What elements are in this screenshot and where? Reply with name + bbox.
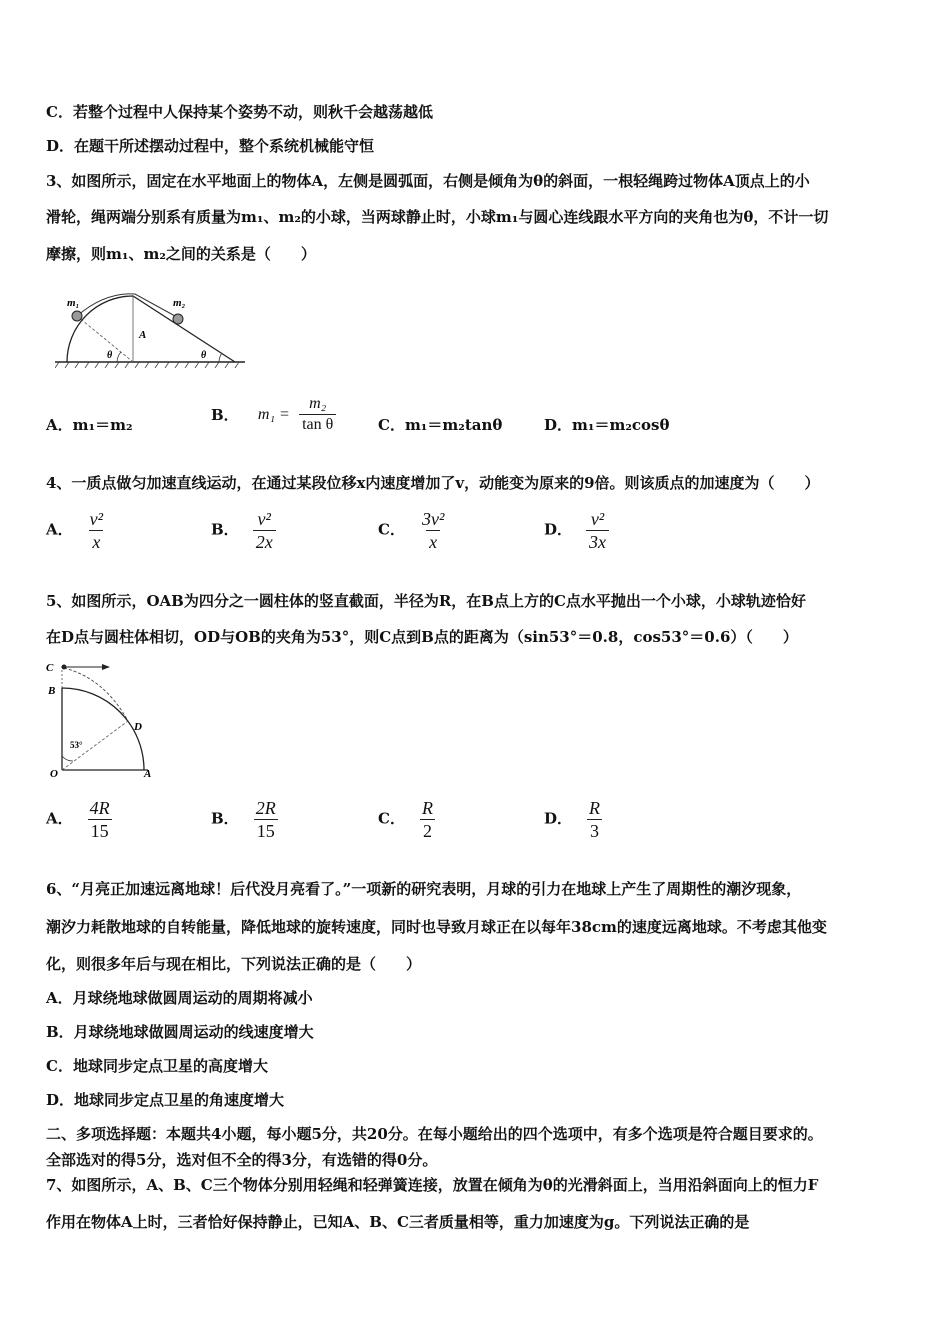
q5-option-c-num: R xyxy=(421,798,433,818)
q3-text-line2: 滑轮，绳两端分别系有质量为m₁、m₂的小球，当两球静止时，小球m₁与圆心连线跟水平方向的夹角也为θ，不计一切 xyxy=(46,208,829,226)
q3-text-line3: 摩擦，则m₁、m₂之间的关系是（ ） xyxy=(46,245,316,263)
q4-option-d-num: v² xyxy=(590,509,605,529)
q6-text-line2: 潮汐力耗散地球的自转能量，降低地球的旋转速度，同时也导致月球正在以每年38cm的速度远离地球。不考虑其他变 xyxy=(46,918,827,936)
fig5-label-b: B xyxy=(48,685,56,697)
fig5-label-d: D xyxy=(134,721,142,733)
q3-figure xyxy=(55,282,250,372)
prev-option-c: C．若整个过程中人保持某个姿势不动，则秋千会越荡越低 xyxy=(46,103,433,121)
q3-option-b-lhs: m₁ = xyxy=(257,405,290,423)
q3-option-b[interactable] xyxy=(211,394,336,435)
q3-option-b-fraction xyxy=(299,394,336,435)
q5-option-b-den: 15 xyxy=(254,819,278,842)
q5-text-line1: 5、如图所示，OAB为四分之一圆柱体的竖直截面，半径为R，在B点上方的C点水平抛出一个小球，小球轨迹恰好 xyxy=(46,592,806,610)
q7-text-line2: 作用在物体A上时，三者恰好保持静止，已知A、B、C三者质量相等，重力加速度为g。下列说法正确的是 xyxy=(46,1213,750,1231)
q4-option-a-den: x xyxy=(92,532,101,552)
q6-option-b[interactable]: B．月球绕地球做圆周运动的线速度增大 xyxy=(46,1023,314,1041)
q4-text-line1: 4、一质点做匀加速直线运动，在通过某段位移x内速度增加了v，动能变为原来的9倍。则该质点的加速度为（ ） xyxy=(46,474,820,492)
q6-text-line3: 化，则很多年后与现在相比，下列说法正确的是（ ） xyxy=(46,955,422,973)
fig3-label-theta-left: θ xyxy=(107,350,113,361)
q4-option-a-fraction xyxy=(87,508,106,553)
q3-option-b-label: B． xyxy=(211,406,239,424)
q3-option-b-denominator: tan θ xyxy=(299,414,336,435)
q4-option-c-num: 3v² xyxy=(421,509,445,529)
q4-option-b-num: v² xyxy=(257,509,271,529)
q5-option-c-fraction xyxy=(419,797,436,842)
q6-option-a[interactable]: A．月球绕地球做圆周运动的周期将减小 xyxy=(46,989,313,1007)
fig3-label-theta-right: θ xyxy=(201,350,207,361)
q4-option-b-label: B． xyxy=(211,520,239,539)
q5-option-c-den: 2 xyxy=(420,819,435,842)
fig5-label-a: A xyxy=(144,768,152,780)
section2-intro-line1: 二、多项选择题：本题共4小题，每小题5分，共20分。在每小题给出的四个选项中，有多个选项是符合题目要求的。 xyxy=(46,1125,823,1143)
q5-option-c[interactable] xyxy=(378,797,436,842)
q5-option-d-den: 3 xyxy=(587,819,602,842)
q4-option-d-fraction xyxy=(586,508,609,553)
q5-option-b-fraction xyxy=(253,797,279,842)
q4-option-a[interactable] xyxy=(46,508,106,553)
q4-option-a-label: A． xyxy=(46,520,73,539)
fig5-label-c: C xyxy=(46,662,54,674)
q5-option-b[interactable] xyxy=(211,797,279,842)
q5-option-d-num: R xyxy=(589,798,601,818)
fig3-label-a: A xyxy=(139,329,147,341)
fig5-label-o: O xyxy=(50,768,58,780)
q5-option-b-label: B． xyxy=(211,809,239,828)
q4-option-c-den: x xyxy=(429,532,438,552)
q5-option-a-label: A． xyxy=(46,809,73,828)
q3-option-b-numerator: m₂ xyxy=(309,395,327,412)
q6-option-c[interactable]: C．地球同步定点卫星的高度增大 xyxy=(46,1057,268,1075)
q3-option-a[interactable]: A．m₁＝m₂ xyxy=(46,416,133,434)
q4-option-b-fraction xyxy=(253,508,276,553)
q4-option-d[interactable] xyxy=(544,508,609,553)
q5-option-d[interactable] xyxy=(544,797,603,842)
q5-option-d-fraction xyxy=(586,797,603,842)
q6-option-d[interactable]: D．地球同步定点卫星的角速度增大 xyxy=(46,1091,285,1109)
q5-option-c-label: C． xyxy=(378,809,405,828)
q4-option-c[interactable] xyxy=(378,508,447,553)
q5-option-a-num: 4R xyxy=(89,798,110,818)
q5-option-a-fraction xyxy=(87,797,113,842)
fig5-label-angle: 53° xyxy=(70,740,83,750)
section2-intro-line2: 全部选对的得5分，选对但不全的得3分，有选错的得0分。 xyxy=(46,1151,438,1169)
q4-option-d-den: 3x xyxy=(589,532,607,552)
q3-text-line1: 3、如图所示，固定在水平地面上的物体A，左侧是圆弧面，右侧是倾角为θ的斜面，一根轻绳跨过物体A顶点上的小 xyxy=(46,172,810,190)
q4-option-c-label: C． xyxy=(378,520,405,539)
q4-option-d-label: D． xyxy=(544,520,573,539)
q5-text-line2: 在D点与圆柱体相切，OD与OB的夹角为53°，则C点到B点的距离为（sin53°＝0.8，cos53°＝0.6）（ ） xyxy=(46,628,798,646)
q5-option-d-label: D． xyxy=(544,809,573,828)
fig3-label-m2: m₂ xyxy=(173,297,186,309)
q3-option-c[interactable]: C．m₁＝m₂tanθ xyxy=(378,416,503,434)
q4-option-a-num: v² xyxy=(89,509,104,529)
q5-option-a[interactable] xyxy=(46,797,113,842)
fig3-label-m1: m₁ xyxy=(67,297,80,309)
q4-option-b[interactable] xyxy=(211,508,276,553)
prev-option-d: D．在题干所述摆动过程中，整个系统机械能守恒 xyxy=(46,137,375,155)
q6-text-line1: 6、“月亮正加速远离地球！后代没月亮看了。”一项新的研究表明，月球的引力在地球上产生了周期性的潮汐现象， xyxy=(46,880,802,898)
q3-option-d[interactable]: D．m₁＝m₂cosθ xyxy=(544,416,670,434)
q4-option-b-den: 2x xyxy=(255,532,273,552)
q7-text-line1: 7、如图所示，A、B、C三个物体分别用轻绳和轻弹簧连接，放置在倾角为θ的光滑斜面上，当用沿斜面向上的恒力F xyxy=(46,1176,819,1194)
q5-option-a-den: 15 xyxy=(88,819,112,842)
q5-option-b-num: 2R xyxy=(255,798,276,818)
q5-figure xyxy=(44,658,159,783)
q4-option-c-fraction xyxy=(419,508,447,553)
